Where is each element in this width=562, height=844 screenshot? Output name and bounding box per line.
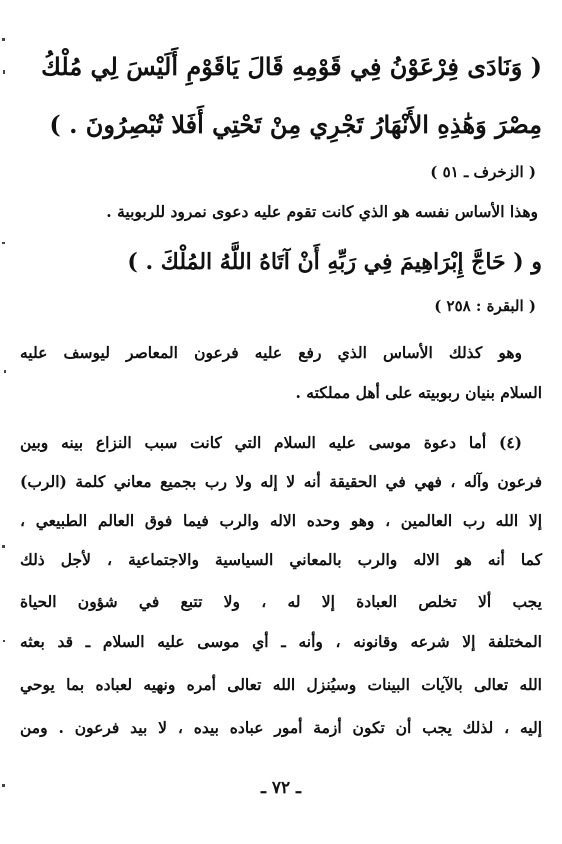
paragraph-pharaoh-line-1: وهو كذلك الأساس الذي رفع عليه فرعون المعاصر ليوسف عليه xyxy=(20,343,522,362)
scan-speck xyxy=(2,784,5,787)
page-number: ـ ٧٢ ـ xyxy=(260,778,302,798)
verse-reference-zukhruf: ( الزخرف ـ ٥١ ) xyxy=(430,163,536,181)
paragraph-pharaoh-line-2: السلام بنيان ربوبيته على أهل مملكته . xyxy=(295,383,542,402)
quran-verse-baqarah: و ( حَاجَّ إِبْرَاهِيمَ فِي رَبِّهِ أَنْ آتَاهُ اللَّهُ المُلْكَ . ) xyxy=(127,249,542,275)
paragraph-moses-line-1: (٤) أما دعوة موسى عليه السلام التي كانت سبب النزاع بينه وبين xyxy=(20,433,522,452)
paragraph-moses-line-5: يجب ألا تخلص العبادة إلا له ، ولا تتبع في شؤون الحياة xyxy=(20,592,542,611)
paragraph-moses-line-4: كما أنه هو الاله والرب بالمعاني السياسية والاجتماعية ، لأجل ذلك xyxy=(20,550,542,569)
paragraph-moses-line-3: إلا الله رب العالمين ، وهو وحده الاله والرب فيما فوق العالم الطبيعي ، xyxy=(20,511,542,530)
scan-speck xyxy=(2,545,5,548)
scan-speck xyxy=(3,70,5,74)
scan-speck xyxy=(2,242,5,244)
verse-reference-baqarah: ( البقرة : ٢٥٨ ) xyxy=(434,297,536,315)
quran-verse-line-1: ( وَنَادَى فِرْعَوْنُ فِي قَوْمِهِ قَالَ يَاقَوْمِ أَلَيْسَ لِي مُلْكُ xyxy=(41,52,542,81)
scan-speck xyxy=(4,370,6,373)
paragraph-nimrod: وهذا الأساس نفسه هو الذي كانت تقوم عليه دعوى نمرود للربوبية . xyxy=(106,202,538,221)
paragraph-moses-line-2: فرعون وآله ، فهي في الحقيقة أنه لا إله ولا رب بجميع معاني كلمة (الرب) xyxy=(20,472,542,491)
scan-speck xyxy=(2,38,5,41)
paragraph-moses-line-8: إليه ، لذلك يجب أن تكون أزمة أمور عباده بيده ، لا بيد فرعون . ومن xyxy=(20,718,542,737)
paragraph-moses-line-6: المختلفة إلا شرعه وقانونه ، وأنه ـ أي موسى عليه السلام ـ قد بعثه xyxy=(20,632,542,651)
quran-verse-line-2: مِصْرَ وَهَٰذِهِ الأَنْهَارُ تَجْرِي مِنْ تَحْتِي أَفَلا تُبْصِرُونَ . ) xyxy=(49,110,542,139)
scan-speck xyxy=(3,640,5,642)
paragraph-moses-line-7: الله تعالى بالآيات البينات وسيُنزل الله تعالى أمره ونهيه لعباده بما يوحي xyxy=(20,675,542,694)
